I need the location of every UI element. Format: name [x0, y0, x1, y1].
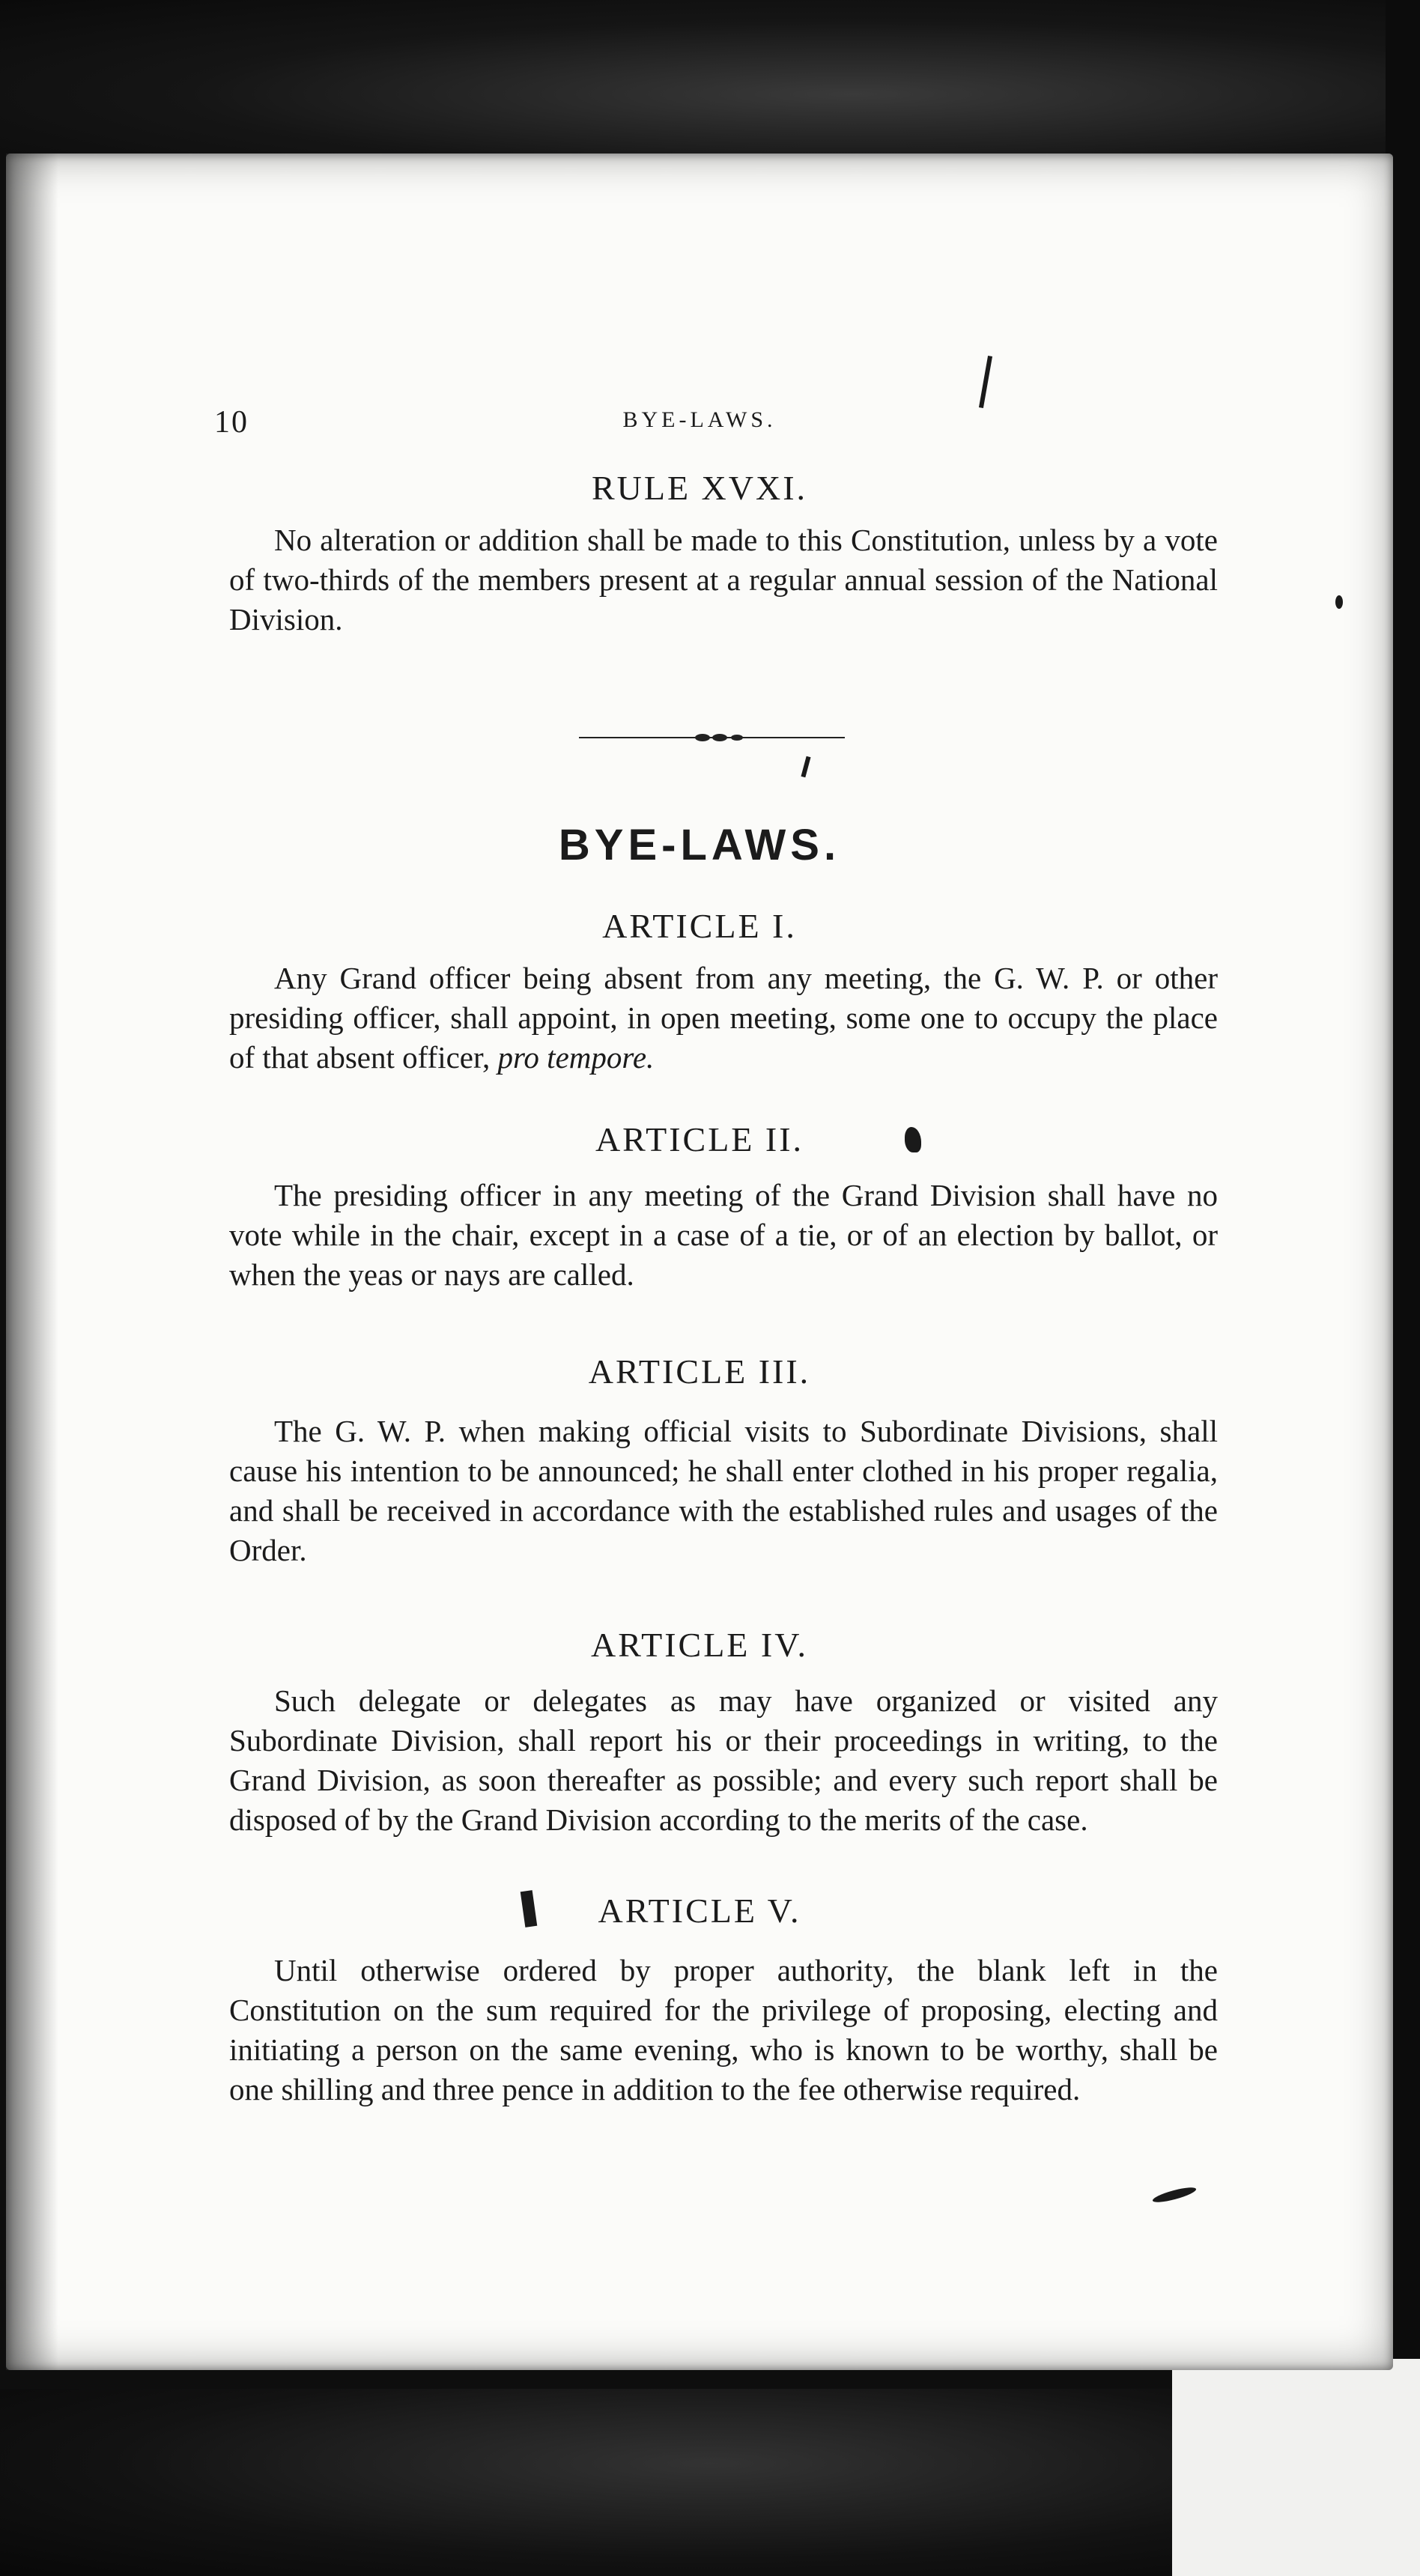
article-1-body: Any Grand officer being absent from any meeting, the G. W. P. or other presiding officer, shall appoint, in open meeting, some one to occupy the place of that absent officer,: [229, 961, 1218, 1075]
ornament-divider: [579, 730, 845, 745]
running-title: BYE-LAWS.: [622, 407, 777, 432]
article-3-text: The G. W. P. when making official visits to Subordinate Divisions, shall cause his intention to be announced; he shall enter clothed in his proper regalia, and shall be received in accordance with the established rules and usages of the Order.: [229, 1414, 1218, 1567]
article-4-text: Such delegate or delegates as may have organized or visited any Subordinate Division, shall report his or their proceedings in writing, to the Grand Division, as soon thereafter as possible; and every such report shall be disposed of by the Grand Division according to the merits of the case.: [229, 1683, 1218, 1837]
ink-mark: [1151, 2184, 1197, 2205]
running-head: [6, 404, 1393, 449]
section-title: BYE-LAWS.: [558, 821, 841, 869]
article-2-text: The presiding officer in any meeting of the Grand Division shall have no vote while in the chair, except in a case of a tie, or of an election by ballot, or when the yeas or nays are called.: [229, 1178, 1218, 1292]
article-1-text: [229, 959, 1218, 1078]
article-1-heading: ARTICLE I.: [602, 907, 797, 945]
ink-mark: [979, 356, 992, 408]
article-5-heading: ARTICLE V.: [598, 1892, 801, 1930]
page-number: 10: [214, 405, 249, 440]
scan-background-top: [0, 0, 1420, 157]
rule-text: No alteration or addition shall be made to this Constitution, unless by a vote of two-thirds of the members present at a regular annual session of the National Division.: [229, 523, 1218, 637]
adjacent-page-corner: [1172, 2359, 1420, 2576]
article-2-heading: ARTICLE II.: [595, 1120, 804, 1158]
document-page: [6, 154, 1393, 2370]
ink-mark: [801, 756, 810, 778]
article-1-italic: pro tempore.: [497, 1040, 655, 1075]
ink-mark: [1335, 595, 1343, 609]
article-3-heading: ARTICLE III.: [588, 1352, 811, 1391]
article-5-text: Until otherwise ordered by proper authority, the blank left in the Constitution on the sum required for the privilege of proposing, electing and initiating a person on the same evening, who is known to be worthy, shall be one shilling and three pence in addition to the fee otherwise required.: [229, 1953, 1218, 2106]
article-4-heading: ARTICLE IV.: [590, 1626, 809, 1664]
rule-heading: RULE XVXI.: [591, 469, 808, 507]
